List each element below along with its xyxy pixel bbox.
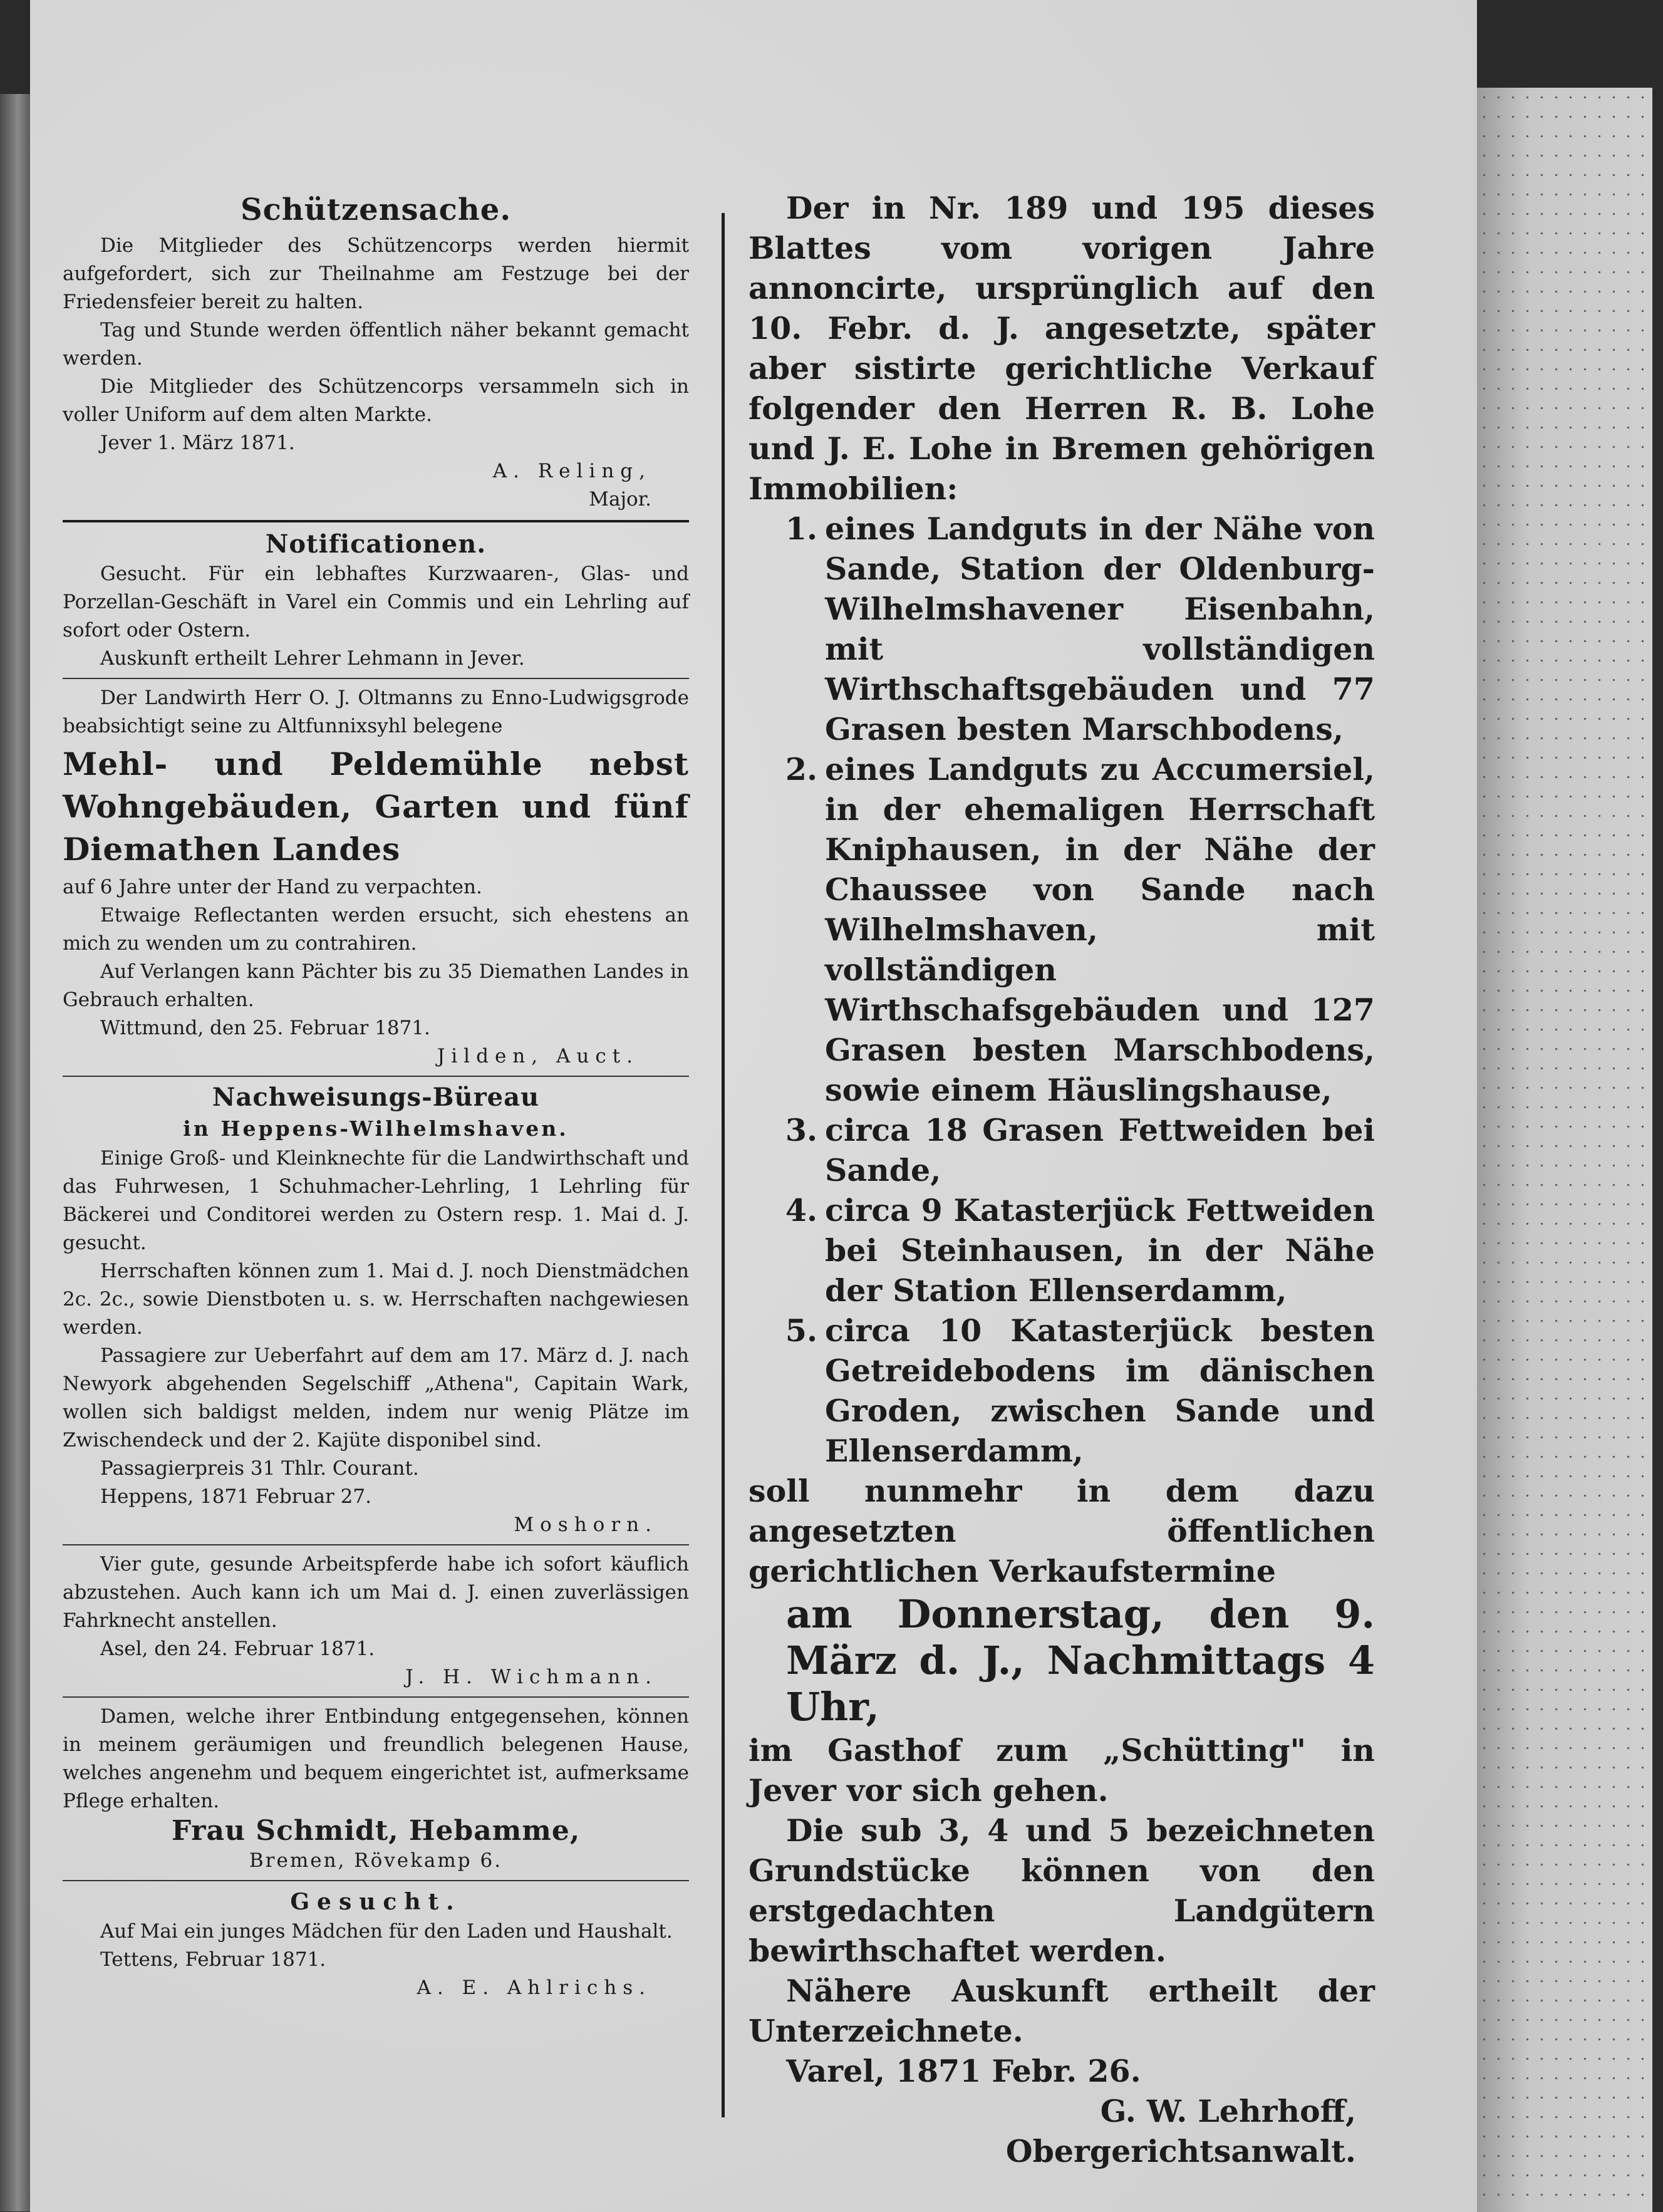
list-item: [749, 1110, 1375, 1190]
ad-buereau: [63, 1082, 689, 1539]
item-text: circa 10 Katasterjück besten Getreidebodens im dänischen Groden, zwischen Sande und Ellenserdamm,: [825, 1312, 1375, 1469]
column-divider: [722, 213, 725, 2117]
list-item: [749, 509, 1375, 749]
separator-rule: [63, 1880, 689, 1881]
separator-rule: [63, 520, 689, 522]
schuetzen-title: Schützensache.: [240, 192, 512, 227]
muehle-p1: auf 6 Jahre unter der Hand zu verpachten.: [63, 876, 482, 898]
list-item: [749, 1190, 1375, 1311]
notif-title: Notificationen.: [265, 529, 487, 559]
buereau-p3: Passagiere zur Ueberfahrt auf dem am 17. März d. J. nach Newyork abgehenden Segelschiff „Athena", Capitain Wark, wollen sich baldigst melden, indem nur wenig Plätze im Zwischendeck und der 2. Kajüte disponibel sind.: [63, 1344, 689, 1451]
notif-p2: Auskunft ertheilt Lehrer Lehmann in Jever.: [100, 647, 525, 670]
buereau-p1: Einige Groß- und Kleinknechte für die Landwirthschaft und das Fuhrwesen, 1 Schuhmacher-Lehrling, 1 Lehrling für Bäckerei und Conditorei werden zu Ostern resp. 1. Mai d. J. gesucht.: [63, 1147, 689, 1254]
buereau-subtitle: in Heppens-Wilhelmshaven.: [183, 1116, 569, 1141]
muehle-intro: Der Landwirth Herr O. J. Oltmanns zu Enno-Ludwigsgrode beabsichtigt seine zu Altfunnixsyhl belegene: [63, 687, 689, 737]
verkauf-signer: G. W. Lehrhoff,: [1100, 2093, 1356, 2129]
left-column: [63, 188, 689, 2002]
verkauf-termin: am Donnerstag, den 9. März d. J., Nachmittags 4 Uhr,: [786, 1591, 1375, 1730]
ad-pferde: [63, 1550, 689, 1691]
verkauf-date: Varel, 1871 Febr. 26.: [786, 2053, 1141, 2089]
gesucht-title: Gesucht.: [290, 1889, 462, 1915]
gesucht-date: Tettens, Februar 1871.: [100, 1948, 326, 1971]
separator-rule: [63, 678, 689, 679]
ad-muehle: [63, 684, 689, 1071]
gesucht-p1: Auf Mai ein junges Mädchen für den Laden und Haushalt.: [100, 1920, 673, 1943]
item-text: circa 9 Katasterjück Fettweiden bei Steinhausen, in der Nähe der Station Ellenserdamm,: [825, 1192, 1375, 1309]
verkauf-p3: Nähere Auskunft ertheilt der Unterzeichnete.: [749, 1973, 1375, 2049]
schuetzen-signer: A. Reling,: [492, 460, 651, 482]
muehle-headline: Mehl- und Peldemühle nebst Wohngebäuden, Garten und fünf Diemathen Landes: [63, 745, 689, 868]
pferde-p1: Vier gute, gesunde Arbeitspferde habe ich sofort käuflich abzustehen. Auch kann ich um Mai d. J. einen zuverlässigen Fahrknecht anstellen.: [63, 1553, 689, 1632]
notif-p1: Gesucht. Für ein lebhaftes Kurzwaaren-, Glas- und Porzellan-Geschäft in Varel ein Commis und ein Lehrling auf sofort oder Ostern.: [63, 563, 689, 641]
item-number: 2.: [785, 751, 817, 787]
separator-rule: [63, 1544, 689, 1545]
hebamme-p1: Damen, welche ihrer Entbindung entgegensehen, können in meinem geräumigen und freundlich belegenen Hause, welches angenehm und bequem eingerichtet ist, aufmerksame Pflege erhalten.: [63, 1705, 689, 1812]
verkauf-role: Obergerichtsanwalt.: [1005, 2133, 1356, 2169]
buereau-title: Nachweisungs-Büreau: [212, 1083, 540, 1112]
ad-notificationen: [63, 529, 689, 673]
item-number: 3.: [785, 1112, 817, 1148]
item-text: eines Landguts zu Accumersiel, in der ehemaligen Herrschaft Kniphausen, in der Nähe der Chaussee von Sande nach Wilhelmshaven, mit vollständigen Wirthschafsgebäuden und 127 Grasen besten Marschbodens, sowie einem Häuslingshause,: [825, 751, 1375, 1108]
schuetzen-p3: Die Mitglieder des Schützencorps versammeln sich in voller Uniform auf dem alten Markte.: [63, 375, 689, 426]
hebamme-name: Frau Schmidt, Hebamme,: [171, 1815, 581, 1847]
ad-gesucht: [63, 1886, 689, 2002]
ad-hebamme: [63, 1703, 689, 1875]
right-column: [749, 188, 1375, 2171]
separator-rule: [63, 1696, 689, 1698]
item-number: 1.: [785, 511, 817, 547]
buereau-signer: Moshorn.: [514, 1514, 658, 1536]
muehle-date: Wittmund, den 25. Februar 1871.: [100, 1017, 430, 1039]
verkauf-p2: Die sub 3, 4 und 5 bezeichneten Grundstücke können von den erstgedachten Landgütern bewirthschaftet werden.: [749, 1812, 1375, 1969]
book-spine-edge: [1477, 88, 1652, 2212]
item-number: 4.: [785, 1192, 817, 1228]
list-item: [749, 1311, 1375, 1471]
verkauf-ort: im Gasthof zum „Schütting" in Jever vor sich gehen.: [749, 1732, 1375, 1809]
item-text: circa 18 Grasen Fettweiden bei Sande,: [825, 1112, 1375, 1188]
muehle-p2: Etwaige Reflectanten werden ersucht, sich ehestens an mich zu wenden um zu contrahiren.: [63, 904, 689, 955]
list-item: [749, 749, 1375, 1110]
pferde-date: Asel, den 24. Februar 1871.: [100, 1638, 375, 1660]
schuetzen-role: Major.: [589, 488, 651, 511]
verkauf-soll: soll nunmehr in dem dazu angesetzten öffentlichen gerichtlichen Verkaufstermine: [749, 1473, 1375, 1589]
muehle-signer: Jilden, Auct.: [437, 1045, 639, 1067]
verkauf-intro: Der in Nr. 189 und 195 dieses Blattes vom vorigen Jahre annoncirte, ursprünglich auf den 10. Febr. d. J. angesetzte, später aber sistirte gerichtliche Verkauf folgender den Herren R. B. Lohe und J. E. Lohe in Bremen gehörigen Immobilien:: [749, 190, 1375, 507]
gesucht-signer: A. E. Ahlrichs.: [417, 1976, 651, 1999]
buereau-p4: Passagierpreis 31 Thlr. Courant.: [100, 1457, 419, 1480]
separator-rule: [63, 1076, 689, 1077]
buereau-date: Heppens, 1871 Februar 27.: [100, 1485, 371, 1508]
buereau-p2: Herrschaften können zum 1. Mai d. J. noch Dienstmädchen 2c. 2c., sowie Dienstboten u. s. w. Herrschaften nachgewiesen werden.: [63, 1260, 689, 1339]
item-text: eines Landguts in der Nähe von Sande, Station der Oldenburg-Wilhelmshavener Eisenbahn, mit vollständigen Wirthschaftsgebäuden und 77 Grasen besten Marschbodens,: [825, 511, 1375, 747]
schuetzen-p2: Tag und Stunde werden öffentlich näher bekannt gemacht werden.: [63, 319, 689, 370]
muehle-p3: Auf Verlangen kann Pächter bis zu 35 Diemathen Landes in Gebrauch erhalten.: [63, 960, 689, 1011]
item-number: 5.: [785, 1312, 817, 1349]
schuetzen-date: Jever 1. März 1871.: [100, 432, 295, 454]
pferde-signer: J. H. Wichmann.: [405, 1666, 658, 1688]
left-page-edge: [0, 94, 30, 2211]
ad-schuetzensache: [63, 188, 689, 514]
schuetzen-p1: Die Mitglieder des Schützencorps werden hiermit aufgefordert, sich zur Theilnahme am Festzuge bei der Friedensfeier bereit zu halten.: [63, 234, 689, 313]
hebamme-address: Bremen, Rövekamp 6.: [249, 1849, 503, 1872]
